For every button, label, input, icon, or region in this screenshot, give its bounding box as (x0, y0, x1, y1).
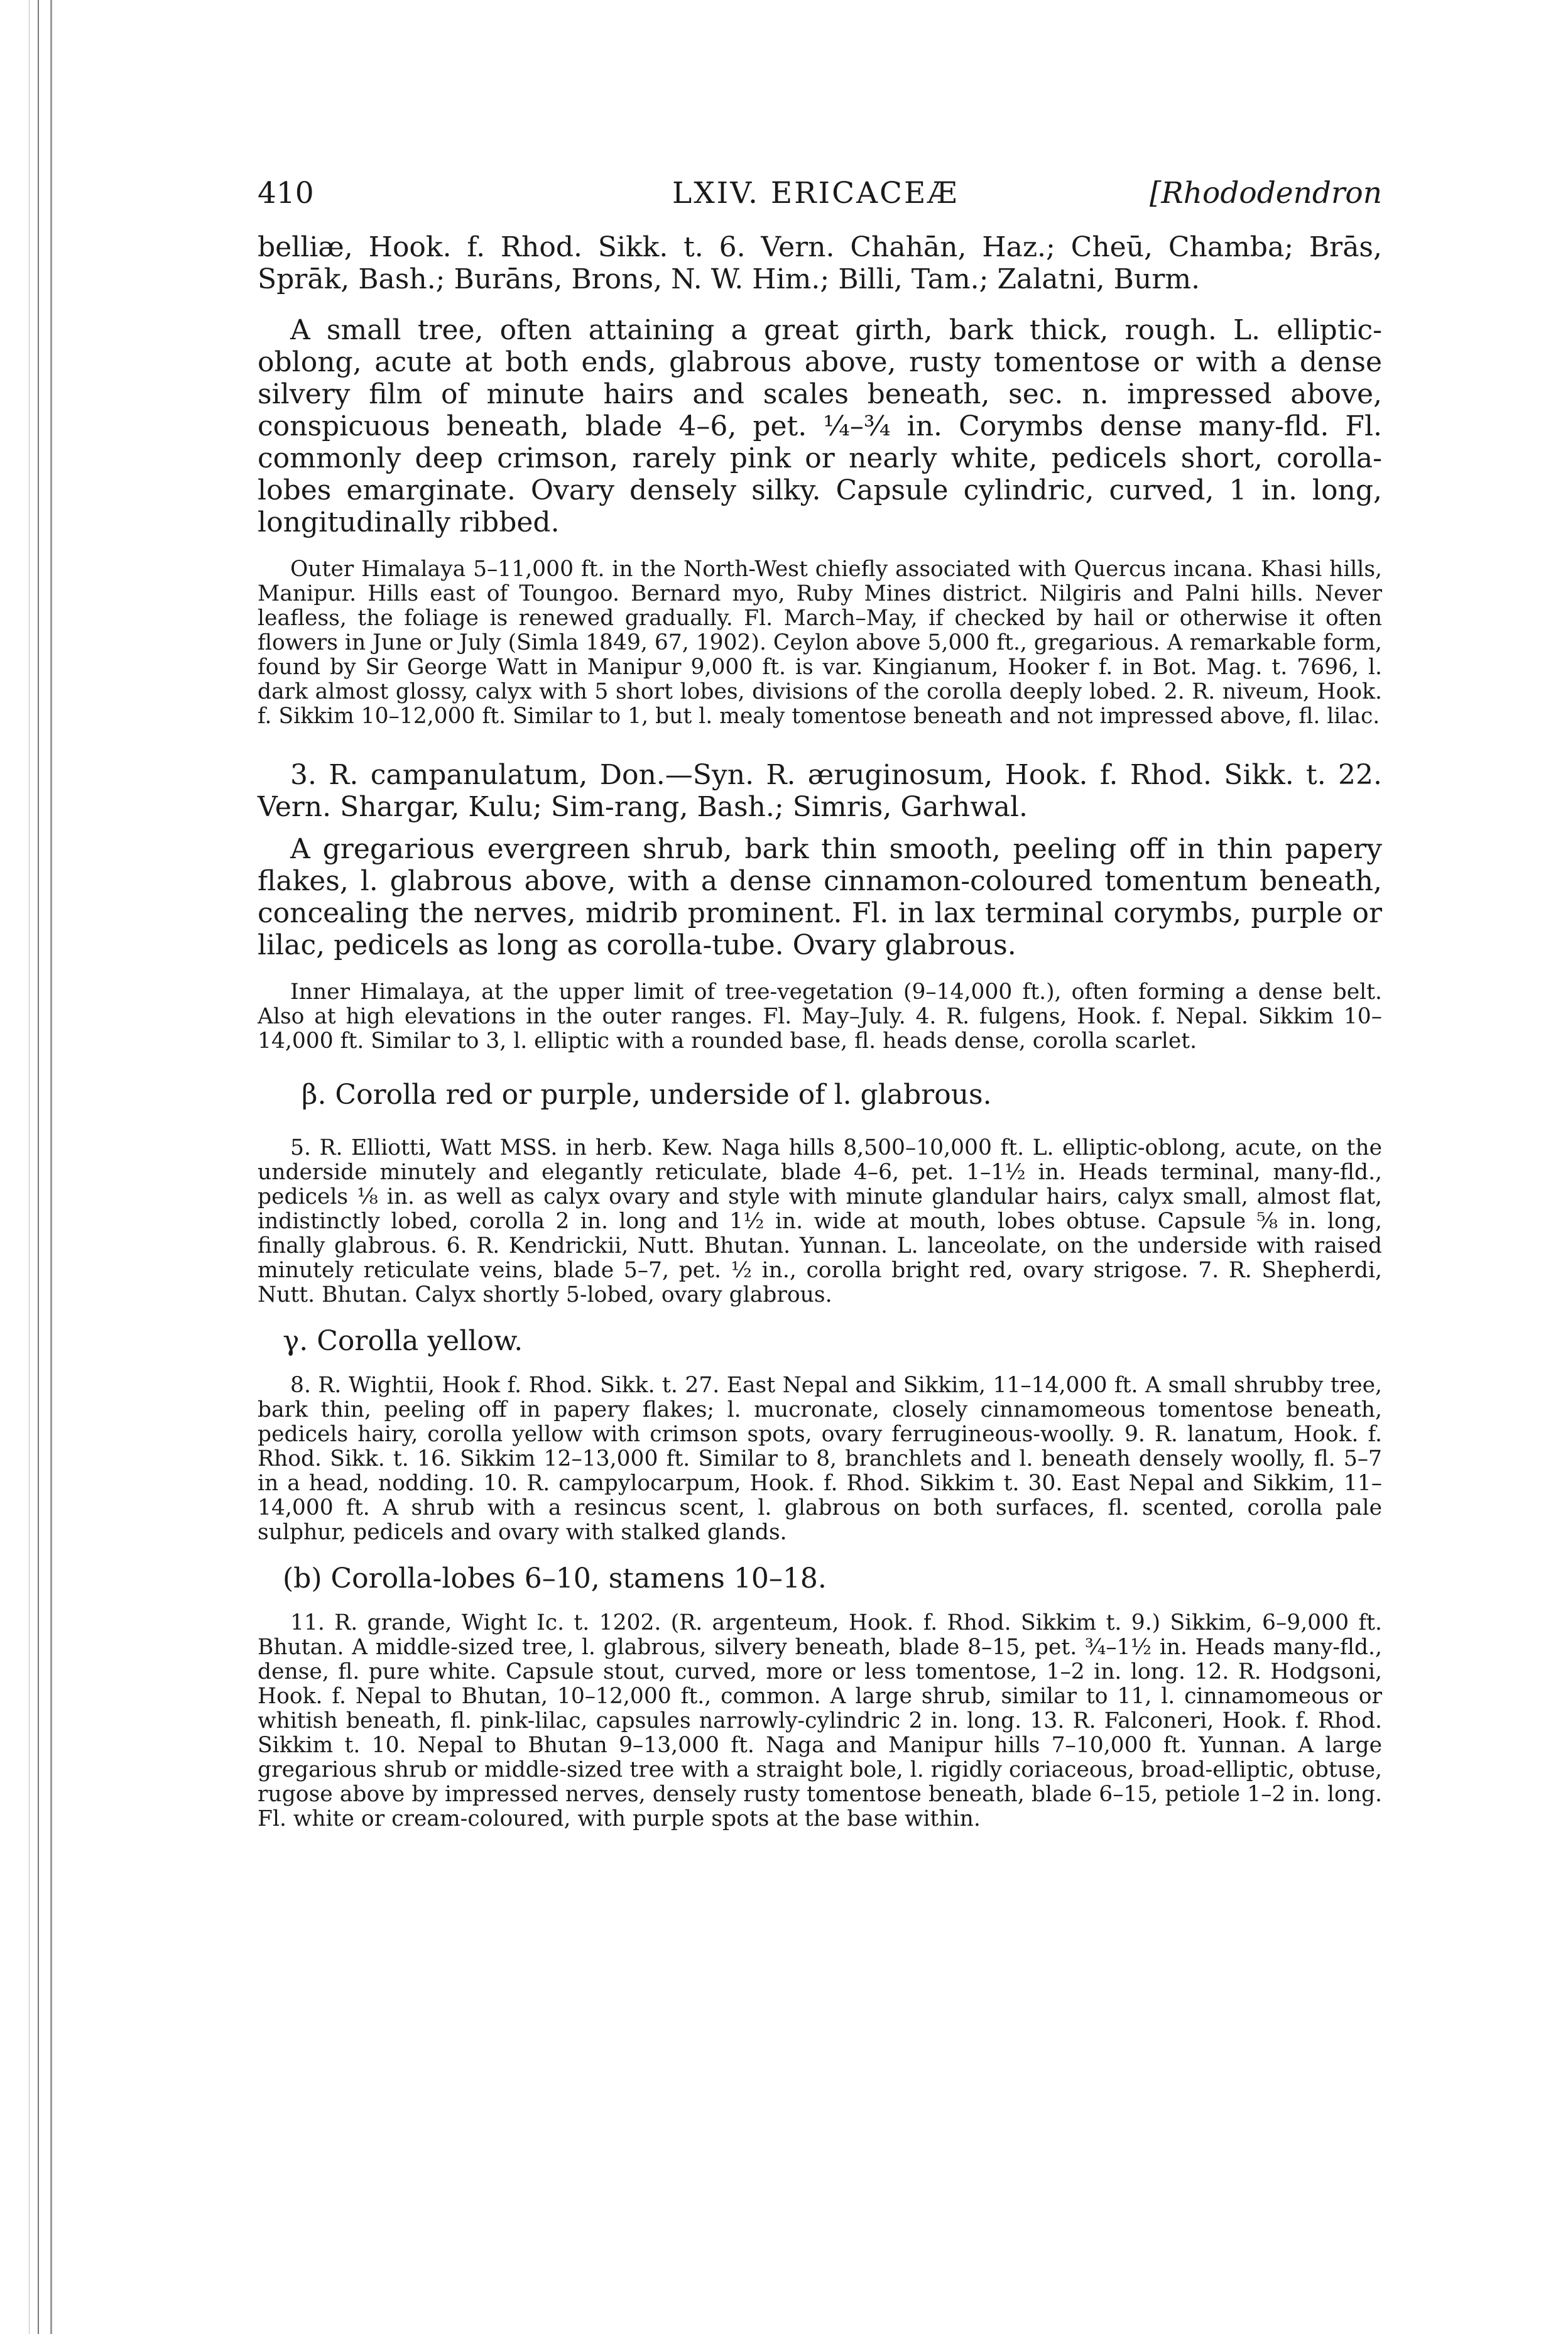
distribution-note: Inner Himalaya, at the upper limit of tree-vegetation (9–14,000 ft.), often forming a dense belt. Also at high elevations in the outer ranges. Fl. May–July. 4. R. fulgens, Hook. f. Nepal. Sikkim 10–14,000 ft. Similar to 3, l. elliptic with a rounded base, fl. heads dense, corolla scarlet. (258, 979, 1382, 1054)
binding-gutter (38, 0, 52, 2334)
synonymy-continued: belliæ, Hook. f. Rhod. Sikk. t. 6. Vern. Chahān, Haz.; Cheū, Chamba; Brās, Sprāk, Bash.; Burāns, Brons, N. W. Him.; Billi, Tam.; Zalatni, Burm. (258, 231, 1382, 295)
section-heading-b: (b) Corolla-lobes 6–10, stamens 10–18. (283, 1562, 827, 1595)
book-page (258, 163, 1382, 1831)
section-heading-beta: β. Corolla red or purple, underside of l. glabrous. (302, 1079, 992, 1111)
page-number: 410 (258, 176, 314, 210)
running-title: [Rhododendron (1150, 176, 1382, 210)
running-head (258, 163, 1382, 220)
binding-edge-line (29, 0, 30, 2334)
species-heading-campanulatum: 3. R. campanulatum, Don.—Syn. R. æruginosum, Hook. f. Rhod. Sikk. t. 22. Vern. Shargar, Kulu; Sim-rang, Bash.; Simris, Garhwal. (258, 759, 1382, 823)
section-heading-gamma: γ. Corolla yellow. (283, 1325, 523, 1357)
species-description: A gregarious evergreen shrub, bark thin smooth, peeling off in thin papery flakes, l. glabrous above, with a dense cinnamon-coloured tomentum beneath, concealing the nerves, midrib prominent. Fl. in lax terminal corymbs, purple or lilac, pedicels as long as corolla-tube. Ovary glabrous. (258, 833, 1382, 961)
species-description: A small tree, often attaining a great girth, bark thick, rough. L. elliptic-oblong, acute at both ends, glabrous above, rusty tomentose or with a dense silvery film of minute hairs and scales beneath, sec. n. impressed above, conspicuous beneath, blade 4–6, pet. ¼–¾ in. Corymbs dense many-fld. Fl. commonly deep crimson, rarely pink or nearly white, pedicels short, corolla-lobes emarginate. Ovary densely silky. Capsule cylindric, curved, 1 in. long, longitudinally ribbed. (258, 314, 1382, 538)
family-heading: LXIV. ERICACEÆ (672, 176, 959, 210)
distribution-note: Outer Himalaya 5–11,000 ft. in the North-West chiefly associated with Quercus incana. Khasi hills, Manipur. Hills east of Toungoo. Bernard myo, Ruby Mines district. Nilgiris and Palni hills. Never leafless, the foliage is renewed gradually. Fl. March–May, if checked by hail or otherwise it often flowers in June or July (Simla 1849, 67, 1902). Ceylon above 5,000 ft., gregarious. A remarkable form, found by Sir George Watt in Manipur 9,000 ft. is var. Kingianum, Hooker f. in Bot. Mag. t. 7696, l. dark almost glossy, calyx with 5 short lobes, divisions of the corolla deeply lobed. 2. R. niveum, Hook. f. Sikkim 10–12,000 ft. Similar to 1, but l. mealy tomentose beneath and not impressed above, fl. lilac. (258, 557, 1382, 729)
species-notes-5-7: 5. R. Elliotti, Watt MSS. in herb. Kew. Naga hills 8,500–10,000 ft. L. elliptic-oblong, acute, on the underside minutely and elegantly reticulate, blade 4–6, pet. 1–1½ in. Heads terminal, many-fld., pedicels ⅛ in. as well as calyx ovary and style with minute glandular hairs, calyx small, almost flat, indistinctly lobed, corolla 2 in. long and 1½ in. wide at mouth, lobes obtuse. Capsule ⅝ in. long, finally glabrous. 6. R. Kendrickii, Nutt. Bhutan. Yunnan. L. lanceolate, on the underside with raised minutely reticulate veins, blade 5–7, pet. ½ in., corolla bright red, ovary strigose. 7. R. Shepherdi, Nutt. Bhutan. Calyx shortly 5-lobed, ovary glabrous. (258, 1135, 1382, 1307)
species-notes-8-10: 8. R. Wightii, Hook f. Rhod. Sikk. t. 27. East Nepal and Sikkim, 11–14,000 ft. A small shrubby tree, bark thin, peeling off in papery flakes; l. mucronate, closely cinnamomeous tomentose beneath, pedicels hairy, corolla yellow with crimson spots, ovary ferrugineous-woolly. 9. R. lanatum, Hook. f. Rhod. Sikk. t. 16. Sikkim 12–13,000 ft. Similar to 8, branchlets and l. beneath densely woolly, fl. 5–7 in a head, nodding. 10. R. campylocarpum, Hook. f. Rhod. Sikkim t. 30. East Nepal and Sikkim, 11–14,000 ft. A shrub with a resincus scent, l. glabrous on both surfaces, fl. scented, corolla pale sulphur, pedicels and ovary with stalked glands. (258, 1373, 1382, 1545)
species-notes-11-13: 11. R. grande, Wight Ic. t. 1202. (R. argenteum, Hook. f. Rhod. Sikkim t. 9.) Sikkim, 6–9,000 ft. Bhutan. A middle-sized tree, l. glabrous, silvery beneath, blade 8–15, pet. ¾–1½ in. Heads many-fld., dense, fl. pure white. Capsule stout, curved, more or less tomentose, 1–2 in. long. 12. R. Hodgsoni, Hook. f. Nepal to Bhutan, 10–12,000 ft., common. A large shrub, similar to 11, l. cinnamomeous or whitish beneath, fl. pink-lilac, capsules narrowly-cylindric 2 in. long. 13. R. Falconeri, Hook. f. Rhod. Sikkim t. 10. Nepal to Bhutan 9–13,000 ft. Naga and Manipur hills 7–10,000 ft. Yunnan. A large gregarious shrub or middle-sized tree with a straight bole, l. rigidly coriaceous, broad-elliptic, obtuse, rugose above by impressed nerves, densely rusty tomentose beneath, blade 6–15, petiole 1–2 in. long. Fl. white or cream-coloured, with purple spots at the base within. (258, 1610, 1382, 1831)
